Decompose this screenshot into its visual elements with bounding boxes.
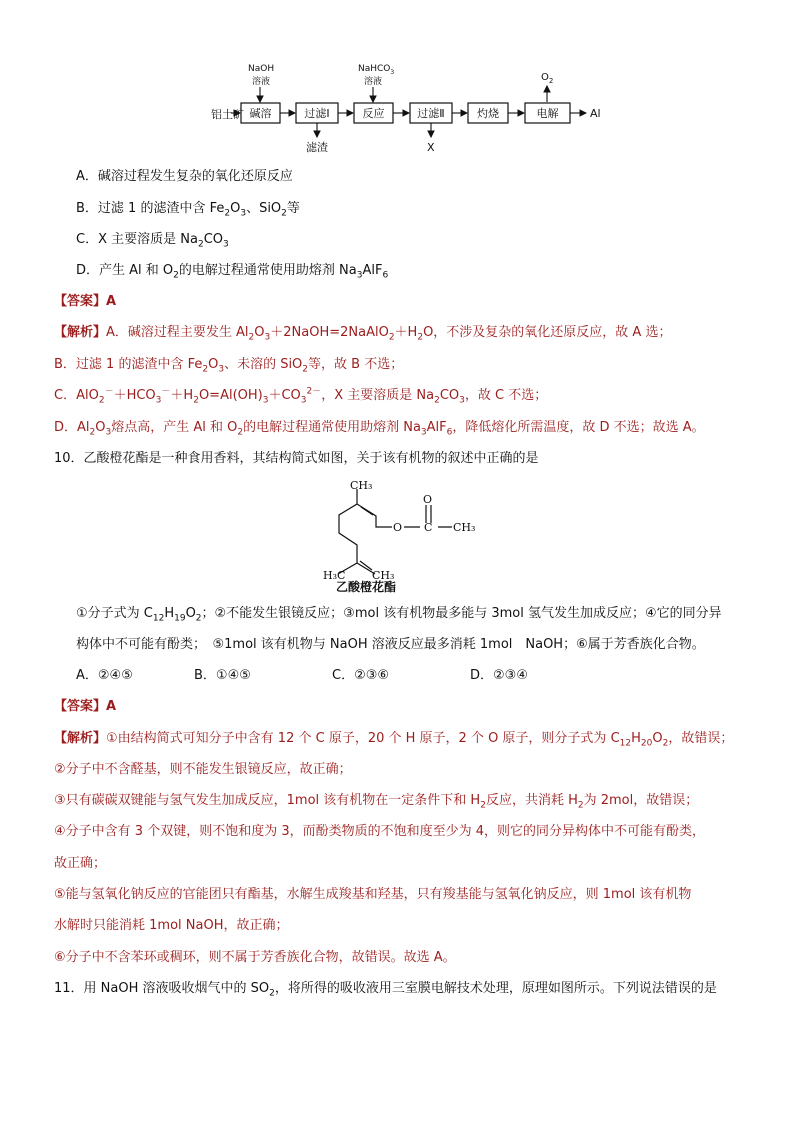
flow-box-label-2: 过滤Ⅰ [304,107,330,120]
q10-explanation-6: ⑥分子中不含苯环或稠环，则不属于芳香族化合物，故错误。故选 A。 [54,950,456,965]
flow-box-label-5: 灼烧 [477,107,499,120]
mol-ch3-bottom: CH₃ [372,569,395,582]
q10-explanation-5b: 水解时只能消耗 1mol NaOH，故正确； [54,918,289,933]
q9-option-c: C．X 主要溶质是 $Na_2CO_3$ [76,232,229,250]
flow-output-label: Al [590,107,601,120]
neryl-acetate-structure [0,475,794,595]
q10-choice-d: D．②③④ [470,668,528,683]
mol-name: 乙酸橙花酯 [336,580,397,594]
flow-box-label-3: 反应 [362,107,385,120]
q9-option-b: B．过滤 1 的滤渣中含 $Fe_2O_3$、SiO$_2$等 [76,201,300,219]
flow-box-label-4: 过滤Ⅱ [417,107,445,120]
q10-explanation-3: ③只有碳碳双键能与氢气发生加成反应，1mol 该有机物在一定条件下和 $H_2$反应，共消耗 $H_2$为 2mol，故错误； [54,793,699,811]
flow-naoh-solution-label: 溶液 [252,77,271,87]
mol-ch3-right: CH₃ [453,521,476,534]
q9-answer: 【答案】A [54,294,117,309]
flow-nahco3-label: NaHCO$_3$ [358,64,395,76]
mol-c-carbonyl: C [424,521,433,534]
q10-explanation-2: ②分子中不含醛基，则不能发生银镜反应，故正确； [54,762,352,777]
flow-box-label-1: 碱溶 [249,107,272,120]
q9-explanation-1: 【解析】A．碱溶过程主要发生 $Al_2O_3+2NaOH=2NaAlO_2+H_2O$，不涉及复杂的氧化还原反应，故 A 选； [54,325,672,343]
flow-naoh-label: NaOH [248,64,275,74]
flow-o2-label: $O_2$ [541,72,554,85]
mol-o-ester: O [393,521,403,534]
flow-input-label: 铝土矿 [211,108,244,121]
q10-answer: 【答案】A [54,699,117,714]
q10-choice-c: C．②③⑥ [332,668,390,683]
mol-ch3-top: CH₃ [350,479,373,492]
q10-explanation-4: ④分子中含有 3 个双键，则不饱和度为 3，而酚类物质的不饱和度至少为 4，则它的同分异构体中不可能有酚类， [54,824,705,839]
q10-choice-a: A．②④⑤ [76,668,133,683]
flow-x-label: X [427,141,435,154]
q9-explanation-3: C．$AlO_2^-+HCO_3^-+H_2O=Al(OH)_3+CO_3^{2-}$，X 主要溶质是 $Na_2CO_3$，故 C 不选； [54,386,548,406]
q10-stem: 10．乙酸橙花酯是一种食用香料，其结构简式如图，关于该有机物的叙述中正确的是 [54,451,539,466]
mol-h3c-bottom: H₃C [323,569,346,582]
q10-statements-2: 构体中不可能有酚类； ⑤1mol 该有机物与 NaOH 溶液反应最多消耗 1mol NaOH；⑥属于芳香族化合物。 [76,637,705,652]
q9-explanation-4: D．$Al_2O_3$熔点高，产生 Al 和 $O_2$的电解过程通常使用助熔剂 $Na_3AlF_6$，降低熔化所需温度，故 D 不选；故选 A。 [54,420,705,438]
q9-option-d: D．产生 Al 和 $O_2$的电解过程通常使用助熔剂 $Na_3AlF_6$ [76,263,389,281]
q10-choice-b: B．①④⑤ [194,668,251,683]
flow-box-label-6: 电解 [536,107,559,120]
q10-explanation-1: 【解析】①由结构简式可知分子中含有 12 个 C 原子，20 个 H 原子，2 个 O 原子，则分子式为 $C_{12}H_{20}O_2$，故错误； [54,731,734,749]
q10-statements-1: ①分子式为 $C_{12}H_{19}O_2$；②不能发生银镜反应；③mol 该有机物最多能与 3mol 氢气发生加成反应；④它的同分异 [76,606,722,624]
q10-explanation-5: ⑤能与氢氧化钠反应的官能团只有酯基，水解生成羧基和羟基，只有羧基能与氢氧化钠反应，则 1mol 该有机物 [54,887,692,902]
mol-double-bond-1 [361,507,373,515]
flow-residue-label: 滤渣 [306,141,328,154]
q9-explanation-2: B．过滤 1 的滤渣中含 $Fe_2O_3$、未溶的 SiO$_2$等，故 B 不选； [54,357,404,375]
q10-explanation-4b: 故正确； [54,856,107,871]
flow-nahco3-solution-label: 溶液 [364,77,383,87]
mol-o-carbonyl: O [423,493,433,506]
process-flow-diagram [0,0,794,160]
q9-option-a: A．碱溶过程发生复杂的氧化还原反应 [76,169,293,184]
q11-stem: 11．用 NaOH 溶液吸收烟气中的 $SO_2$，将所得的吸收液用三室膜电解技术处理，原理如图所示。下列说法错误的是 [54,981,717,999]
